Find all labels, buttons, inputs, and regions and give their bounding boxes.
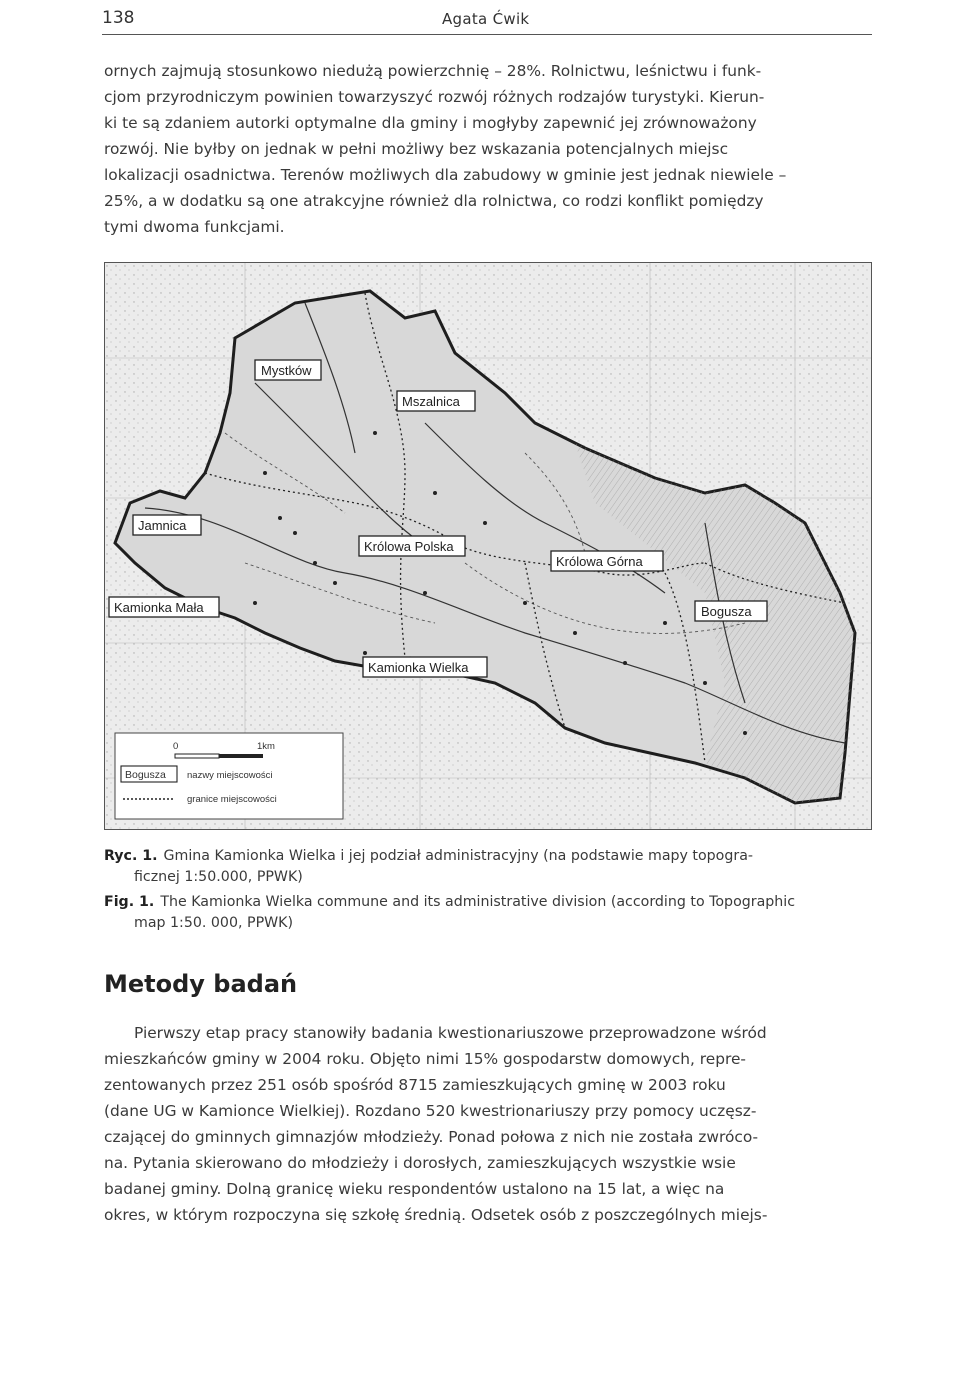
scale-start-label: 0 (173, 741, 179, 752)
text-line: lokalizacji osadnictwa. Terenów możliwych dla zabudowy w gminie jest jednak niewiele – (104, 166, 787, 184)
scale-bar (175, 754, 263, 758)
caption-text: ficznej 1:50.000, PPWK) (134, 869, 303, 885)
svg-text:Mszalnica: Mszalnica (402, 394, 460, 409)
legend-names-label: nazwy miejscowości (187, 770, 273, 781)
svg-text:Kamionka Wielka: Kamionka Wielka (368, 660, 469, 675)
label-mystkow (255, 360, 321, 380)
svg-text:Jamnica: Jamnica (138, 518, 187, 533)
text-line: cjom przyrodniczym powinien towarzyszyć rozwój różnych rodzajów turystyki. Kierun- (104, 88, 765, 106)
text-line: zentowanych przez 251 osób spośród 8715 zamieszkujących gminę w 2003 roku (104, 1076, 726, 1094)
label-jamnica (133, 515, 201, 535)
svg-text:Bogusza: Bogusza (701, 604, 752, 619)
section-heading: Metody badań (104, 970, 298, 998)
text-line: badanej gminy. Dolną granicę wieku respondentów ustalono na 15 lat, a więc na (104, 1180, 725, 1198)
caption-text: The Kamionka Wielka commune and its administrative division (according to Topographic (160, 894, 796, 910)
caption-text: Gmina Kamionka Wielka i jej podział administracyjny (na podstawie mapy topogra- (163, 848, 754, 864)
caption-text: map 1:50. 000, PPWK) (134, 915, 293, 931)
text-line: (dane UG w Kamionce Wielkiej). Rozdano 520 kwestrionariuszy przy pomocy uczęsz- (104, 1102, 757, 1120)
legend-border-label: granice miejscowości (187, 794, 277, 805)
text-line: Pierwszy etap pracy stanowiły badania kwestionariuszowe przeprowadzone wśród (134, 1024, 767, 1042)
text-line: rozwój. Nie byłby on jednak w pełni możliwy bez wskazania potencjalnych miejsc (104, 140, 729, 158)
intro-paragraph (104, 58, 872, 240)
running-head: Agata Ćwik (442, 10, 530, 28)
svg-text:Mystków: Mystków (261, 363, 312, 378)
caption-label: Ryc. 1. (104, 848, 158, 864)
text-line: mieszkańców gminy w 2004 roku. Objęto nimi 15% gospodarstw domowych, repre- (104, 1050, 746, 1068)
figure-caption-en (104, 892, 872, 934)
map-legend (115, 733, 343, 819)
text-line: ki te są zdaniem autorki optymalne dla gminy i mogłyby zapewnić jej zrównoważony (104, 114, 757, 132)
page-number: 138 (102, 8, 135, 28)
text-line: ornych zajmują stosunkowo niedużą powierzchnię – 28%. Rolnictwu, leśnictwu i funk- (104, 62, 762, 80)
legend-sample-name: Bogusza (125, 769, 166, 781)
topographic-map (105, 263, 871, 829)
text-line: okres, w którym rozpoczyna się szkołę średnią. Odsetek osób z poszczególnych miejs- (104, 1206, 768, 1224)
label-bogusza (695, 601, 767, 621)
text-line: tymi dwoma funkcjami. (104, 218, 285, 236)
caption-label: Fig. 1. (104, 894, 155, 910)
label-mszalnica (397, 391, 475, 411)
label-krolowa-gorna (551, 551, 663, 571)
svg-text:Królowa Polska: Królowa Polska (364, 539, 454, 554)
label-kamionka-wielka (363, 657, 487, 677)
map-figure (104, 262, 872, 830)
label-kamionka-mala (109, 597, 219, 617)
text-line: czającej do gminnych gimnazjów młodzieży. Ponad połowa z nich nie została zwróco- (104, 1128, 759, 1146)
page-header (102, 6, 872, 35)
methods-paragraph (104, 1020, 872, 1228)
scale-end-label: 1km (257, 741, 275, 752)
text-line: na. Pytania skierowano do młodzieży i dorosłych, zamieszkujących wszystkie wsie (104, 1154, 736, 1172)
svg-text:Kamionka Mała: Kamionka Mała (114, 600, 204, 615)
label-krolowa-polska (359, 536, 465, 556)
figure-caption-pl (104, 846, 872, 888)
svg-text:Królowa Górna: Królowa Górna (556, 554, 643, 569)
text-line: 25%, a w dodatku są one atrakcyjne również dla rolnictwa, co rodzi konflikt pomiędzy (104, 192, 764, 210)
